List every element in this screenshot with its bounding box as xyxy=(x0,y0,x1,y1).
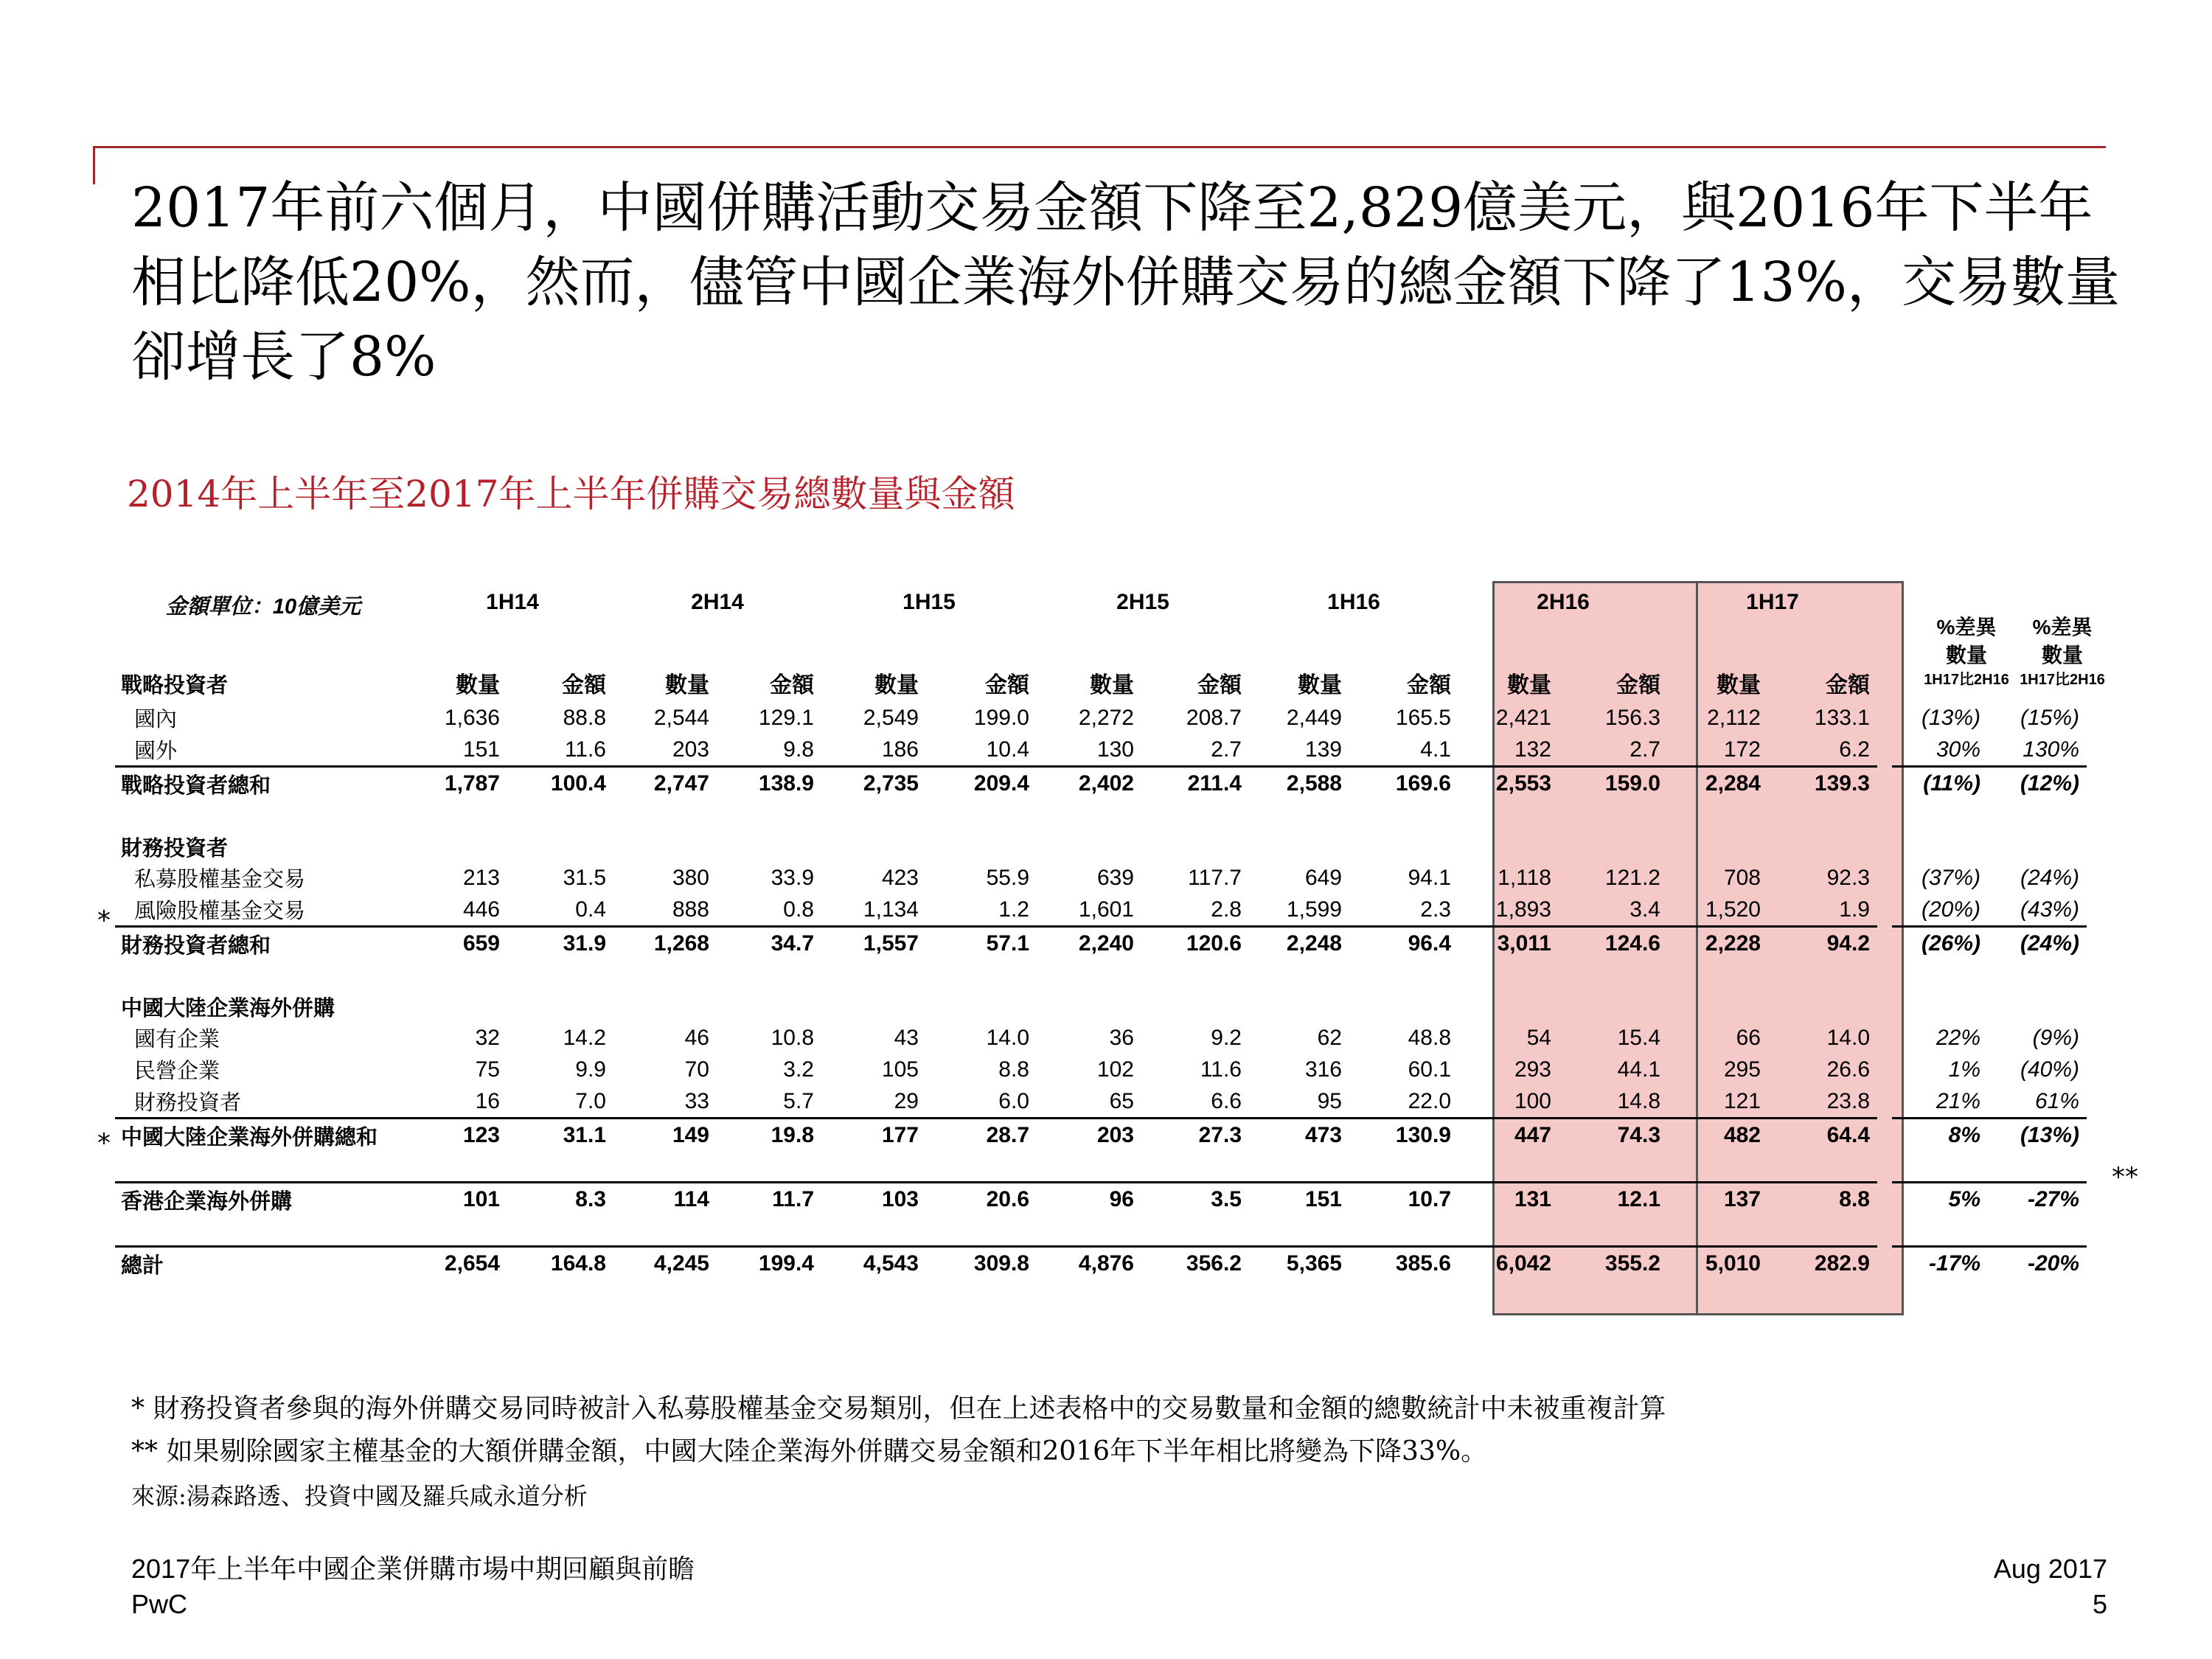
value-cell: 11.6 xyxy=(1200,1057,1242,1082)
row-label: 總計 xyxy=(115,1247,411,1281)
value-cell: 482 xyxy=(1668,1119,1768,1152)
diff-cell-amount: (24%) xyxy=(2020,865,2079,890)
value-cell: 2,588 xyxy=(1249,767,1349,801)
value-cell: 28.7 xyxy=(926,1119,1037,1152)
value-cell: 2,272 xyxy=(1078,705,1134,730)
top-rule-tick xyxy=(93,146,95,184)
value-cell: 101 xyxy=(411,1183,507,1217)
value-cell: 2,544 xyxy=(653,705,709,730)
diff-header-title: %差異 xyxy=(2032,616,2093,639)
period-header: 1H16 xyxy=(1327,590,1380,614)
value-cell: 31.9 xyxy=(507,927,613,961)
value-cell: 199.0 xyxy=(973,705,1029,730)
value-cell: 177 xyxy=(821,1119,926,1152)
deal-table xyxy=(115,581,2087,1280)
value-cell: 10.8 xyxy=(771,1025,814,1050)
amount-header: 金額 xyxy=(1616,673,1660,698)
value-cell: 2,553 xyxy=(1458,767,1559,801)
amount-header: 金額 xyxy=(1407,673,1451,698)
value-cell: 385.6 xyxy=(1349,1247,1458,1281)
amount-header: 金額 xyxy=(562,673,606,698)
value-cell: 213 xyxy=(462,865,500,890)
footnote-marker-total: ** xyxy=(2112,1162,2138,1192)
value-cell: 1,520 xyxy=(1705,897,1761,922)
value-cell: 114 xyxy=(613,1183,717,1217)
value-cell: 2,747 xyxy=(613,767,717,801)
value-cell: 9.9 xyxy=(575,1057,606,1082)
value-cell: 293 xyxy=(1514,1057,1551,1082)
section-spacer xyxy=(115,1152,2087,1183)
value-cell: 186 xyxy=(881,737,919,762)
value-cell: 23.8 xyxy=(1826,1088,1870,1113)
blank-cell xyxy=(411,830,2087,862)
diff-cell-count: 22% xyxy=(1935,1025,1980,1050)
period-header: 1H15 xyxy=(902,590,956,614)
table-row xyxy=(115,1022,2087,1054)
diff-header-subtitle: 數量 xyxy=(2041,644,2083,667)
gap-cell xyxy=(1877,1022,1892,1054)
diff-cell-amount: (13%) xyxy=(1988,1119,2087,1152)
value-cell: 48.8 xyxy=(1408,1025,1451,1050)
value-cell: 139 xyxy=(1304,737,1342,762)
count-header: 數量 xyxy=(665,673,709,698)
table-row xyxy=(115,1085,2087,1119)
diff-cell-count: 8% xyxy=(1892,1119,1988,1152)
spacer-cell xyxy=(115,800,2087,830)
row-label: 中國大陸企業海外併購總和 xyxy=(115,1119,411,1152)
table-subtitle: 2014年上半年至2017年上半年併購交易總數量與金額 xyxy=(127,473,1015,515)
value-cell: 2,228 xyxy=(1668,927,1768,961)
row-label: 私募股權基金交易 xyxy=(134,868,306,891)
gap-cell xyxy=(1877,1183,1892,1217)
diff-header-space xyxy=(1877,647,2087,702)
value-cell: 888 xyxy=(672,897,709,922)
value-cell: 131 xyxy=(1458,1183,1559,1217)
value-cell: 105 xyxy=(881,1057,919,1082)
value-cell: 6.0 xyxy=(998,1088,1029,1113)
top-rule xyxy=(93,146,2106,148)
value-cell: 9.2 xyxy=(1211,1025,1242,1050)
value-cell: 74.3 xyxy=(1559,1119,1668,1152)
value-cell: 3.4 xyxy=(1630,897,1660,922)
table-row xyxy=(115,894,2087,927)
value-cell: 659 xyxy=(411,927,507,961)
value-cell: 65 xyxy=(1109,1088,1134,1113)
value-cell: 169.6 xyxy=(1349,767,1458,801)
section-spacer xyxy=(115,960,2087,990)
value-cell: 151 xyxy=(1249,1183,1349,1217)
count-header: 數量 xyxy=(1717,673,1761,698)
source-note: 來源:湯森路透、投資中國及羅兵咸永道分析 xyxy=(131,1482,588,1510)
hk-row xyxy=(115,1183,2087,1217)
unit-label: 金額單位：10億美元 xyxy=(165,595,361,619)
value-cell: 309.8 xyxy=(926,1247,1037,1281)
value-cell: 11.7 xyxy=(717,1183,821,1217)
value-cell: 356.2 xyxy=(1141,1247,1249,1281)
value-cell: 2.8 xyxy=(1211,897,1242,922)
diff-cell-count: (37%) xyxy=(1921,865,1980,890)
row-label: 民營企業 xyxy=(134,1060,220,1083)
section-title: 中國大陸企業海外併購 xyxy=(121,997,335,1020)
value-cell: 14.2 xyxy=(563,1025,606,1050)
footer-left xyxy=(131,1551,695,1622)
diff-cell-count: (20%) xyxy=(1921,897,1980,922)
value-cell: 209.4 xyxy=(926,767,1037,801)
section-title-row xyxy=(115,990,2087,1022)
value-cell: 5.7 xyxy=(783,1088,814,1113)
footnote-2: ** 如果剔除國家主權基金的大額併購金額，中國大陸企業海外併購交易金額和2016年下半年相比將變為下降33%。 xyxy=(131,1436,1488,1467)
value-cell: 96 xyxy=(1037,1183,1141,1217)
value-cell: 96.4 xyxy=(1349,927,1458,961)
value-cell: 3,011 xyxy=(1458,927,1559,961)
column-header-row xyxy=(115,647,2087,702)
value-cell: 2.3 xyxy=(1420,897,1451,922)
period-header: 1H14 xyxy=(486,590,539,614)
diff-header-note: 1H17比2H16 xyxy=(2020,672,2105,688)
value-cell: 34.7 xyxy=(717,927,821,961)
value-cell: 649 xyxy=(1304,865,1342,890)
value-cell: 2,449 xyxy=(1286,705,1342,730)
footer-report-title: 2017年上半年中國企業併購市場中期回顧與前瞻 xyxy=(131,1554,695,1584)
value-cell: 9.8 xyxy=(783,737,814,762)
value-cell: 14.0 xyxy=(986,1025,1029,1050)
value-cell: 75 xyxy=(475,1057,500,1082)
blank-cell xyxy=(411,990,2087,1022)
value-cell: 36 xyxy=(1109,1025,1134,1050)
value-cell: 447 xyxy=(1458,1119,1559,1152)
value-cell: 62 xyxy=(1317,1025,1342,1050)
value-cell: 1,118 xyxy=(1498,865,1551,890)
value-cell: 44.1 xyxy=(1617,1057,1660,1082)
value-cell: 14.0 xyxy=(1826,1025,1870,1050)
value-cell: 2,549 xyxy=(863,705,919,730)
row-label: 香港企業海外併購 xyxy=(115,1183,411,1217)
value-cell: 129.1 xyxy=(758,705,814,730)
value-cell: 5,365 xyxy=(1249,1247,1349,1281)
footer-page: 5 xyxy=(2092,1589,2107,1619)
count-header: 數量 xyxy=(456,673,500,698)
value-cell: 70 xyxy=(684,1057,709,1082)
value-cell: 94.2 xyxy=(1768,927,1877,961)
spacer-cell xyxy=(115,1152,2087,1183)
value-cell: 15.4 xyxy=(1617,1025,1660,1050)
diff-cell-amount: (40%) xyxy=(2020,1057,2079,1082)
value-cell: 20.6 xyxy=(926,1183,1037,1217)
value-cell: 19.8 xyxy=(717,1119,821,1152)
headline: 2017年前六個月，中國併購活動交易金額下降至2,829億美元，與2016年下半年相比降低20%，然而，儘管中國企業海外併購交易的總金額下降了13%，交易數量卻增長了8% xyxy=(131,176,2120,389)
value-cell: 14.8 xyxy=(1617,1088,1660,1113)
value-cell: 132 xyxy=(1514,737,1551,762)
diff-cell-amount: (43%) xyxy=(2020,897,2079,922)
value-cell: 123 xyxy=(411,1119,507,1152)
deal-table-wrapper xyxy=(115,581,2138,1318)
row-label: 風險股權基金交易 xyxy=(134,900,306,923)
section-title: 戰略投資者 xyxy=(121,674,229,698)
value-cell: 1,787 xyxy=(411,767,507,801)
value-cell: 31.1 xyxy=(507,1119,613,1152)
value-cell: 31.5 xyxy=(563,865,606,890)
diff-cell-count: 5% xyxy=(1892,1183,1988,1217)
row-label: 國外 xyxy=(134,740,178,763)
row-label: 戰略投資者總和 xyxy=(115,767,411,801)
value-cell: 203 xyxy=(1037,1119,1141,1152)
gap-cell xyxy=(1877,1085,1892,1119)
total-row xyxy=(115,927,2087,961)
diff-header-note: 1H17比2H16 xyxy=(1924,672,2009,688)
row-label: 財務投資者 xyxy=(134,1091,242,1115)
value-cell: 117.7 xyxy=(1188,865,1242,890)
count-header: 數量 xyxy=(1507,673,1551,698)
value-cell: 2,421 xyxy=(1495,705,1551,730)
value-cell: 639 xyxy=(1096,865,1134,890)
value-cell: 57.1 xyxy=(926,927,1037,961)
footer-date: Aug 2017 xyxy=(1993,1554,2107,1584)
value-cell: 33 xyxy=(684,1088,709,1113)
value-cell: 88.8 xyxy=(563,705,606,730)
value-cell: 130 xyxy=(1096,737,1134,762)
value-cell: 10.7 xyxy=(1349,1183,1458,1217)
value-cell: 94.1 xyxy=(1408,865,1451,890)
count-header: 數量 xyxy=(1090,673,1134,698)
value-cell: 708 xyxy=(1723,865,1761,890)
footnote-1: * 財務投資者參與的海外併購交易同時被計入私募股權基金交易類別，但在上述表格中的交易數量和金額的總數統計中未被重複計算 xyxy=(131,1394,1666,1424)
value-cell: 4,245 xyxy=(613,1247,717,1281)
value-cell: 1,893 xyxy=(1495,897,1551,922)
gap-cell xyxy=(1877,1054,1892,1085)
value-cell: 121 xyxy=(1723,1088,1761,1113)
footnote-marker-fin: * xyxy=(97,1128,111,1158)
value-cell: 2.7 xyxy=(1211,737,1242,762)
value-cell: 423 xyxy=(881,865,919,890)
value-cell: 32 xyxy=(475,1025,500,1050)
value-cell: 54 xyxy=(1526,1025,1551,1050)
value-cell: 165.5 xyxy=(1395,705,1451,730)
gap-cell xyxy=(1877,734,1892,767)
value-cell: 2,654 xyxy=(411,1247,507,1281)
value-cell: 473 xyxy=(1249,1119,1349,1152)
spacer-cell xyxy=(115,960,2087,990)
diff-cell-count: (11%) xyxy=(1892,767,1988,801)
amount-header: 金額 xyxy=(1826,673,1870,698)
value-cell: 446 xyxy=(462,897,500,922)
value-cell: 295 xyxy=(1723,1057,1761,1082)
section-spacer xyxy=(115,800,2087,830)
value-cell: 11.6 xyxy=(564,737,606,762)
diff-cell-count: 1% xyxy=(1948,1057,1980,1082)
period-header-row xyxy=(115,581,2087,647)
spacer-cell xyxy=(115,1216,2087,1247)
value-cell: 100.4 xyxy=(507,767,613,801)
value-cell: 203 xyxy=(672,737,709,762)
value-cell: 6.2 xyxy=(1839,737,1870,762)
diff-cell-count: 21% xyxy=(1935,1088,1980,1113)
diff-cell-count: (13%) xyxy=(1921,705,1980,730)
diff-cell-amount: -27% xyxy=(1988,1183,2087,1217)
footer-right xyxy=(1994,1551,2107,1622)
value-cell: 121.2 xyxy=(1604,865,1660,890)
value-cell: 355.2 xyxy=(1559,1247,1668,1281)
period-header: 2H14 xyxy=(691,590,744,614)
diff-cell-amount: (9%) xyxy=(2032,1025,2079,1050)
total-row xyxy=(115,1119,2087,1152)
section-title: 財務投資者 xyxy=(121,837,229,860)
value-cell: 2,402 xyxy=(1037,767,1141,801)
value-cell: 1,134 xyxy=(863,897,919,922)
value-cell: 64.4 xyxy=(1768,1119,1877,1152)
value-cell: 55.9 xyxy=(986,865,1029,890)
value-cell: 66 xyxy=(1736,1025,1761,1050)
diff-cell-amount: 130% xyxy=(2023,737,2079,762)
gap-cell xyxy=(1877,927,1892,961)
value-cell: 43 xyxy=(894,1025,919,1050)
value-cell: 60.1 xyxy=(1408,1057,1451,1082)
value-cell: 159.0 xyxy=(1559,767,1668,801)
value-cell: 0.4 xyxy=(575,897,606,922)
value-cell: 46 xyxy=(684,1025,709,1050)
value-cell: 7.0 xyxy=(575,1088,606,1113)
value-cell: 10.4 xyxy=(986,737,1029,762)
diff-cell-count: -17% xyxy=(1892,1247,1988,1281)
diff-cell-amount: (12%) xyxy=(1988,767,2087,801)
value-cell: 92.3 xyxy=(1826,865,1870,890)
value-cell: 138.9 xyxy=(717,767,821,801)
gap-cell xyxy=(1877,862,1892,894)
value-cell: 130.9 xyxy=(1349,1119,1458,1152)
footnotes xyxy=(131,1388,1666,1473)
value-cell: 1.2 xyxy=(998,897,1029,922)
value-cell: 4,876 xyxy=(1037,1247,1141,1281)
value-cell: 95 xyxy=(1317,1088,1342,1113)
diff-header-space xyxy=(1877,581,2087,647)
gap-cell xyxy=(1877,767,1892,801)
value-cell: 26.6 xyxy=(1826,1057,1870,1082)
value-cell: 124.6 xyxy=(1559,927,1668,961)
value-cell: 380 xyxy=(672,865,709,890)
value-cell: 164.8 xyxy=(507,1247,613,1281)
section-spacer xyxy=(115,1216,2087,1247)
diff-header-title: %差異 xyxy=(1936,616,1997,639)
diff-cell-amount: 61% xyxy=(2034,1088,2079,1113)
value-cell: 29 xyxy=(894,1088,919,1113)
count-header: 數量 xyxy=(1298,673,1342,698)
value-cell: 3.5 xyxy=(1141,1183,1249,1217)
value-cell: 137 xyxy=(1668,1183,1768,1217)
value-cell: 27.3 xyxy=(1141,1119,1249,1152)
period-header: 1H17 xyxy=(1746,590,1799,614)
diff-cell-amount: (15%) xyxy=(2020,705,2079,730)
value-cell: 2.7 xyxy=(1630,737,1660,762)
value-cell: 2,240 xyxy=(1037,927,1141,961)
value-cell: 199.4 xyxy=(717,1247,821,1281)
diff-cell-count: (26%) xyxy=(1892,927,1988,961)
value-cell: 2,248 xyxy=(1249,927,1349,961)
period-header: 2H15 xyxy=(1116,590,1169,614)
table-row xyxy=(115,1054,2087,1085)
value-cell: 22.0 xyxy=(1408,1088,1451,1113)
amount-header: 金額 xyxy=(985,673,1029,698)
amount-header: 金額 xyxy=(1197,673,1242,698)
value-cell: 2,735 xyxy=(821,767,926,801)
diff-cell-amount: -20% xyxy=(1988,1247,2087,1281)
gap-cell xyxy=(1877,702,1892,734)
gap-cell xyxy=(1877,1119,1892,1152)
value-cell: 208.7 xyxy=(1186,705,1242,730)
value-cell: 4.1 xyxy=(1420,737,1451,762)
grand-total-row xyxy=(115,1247,2087,1281)
value-cell: 6.6 xyxy=(1211,1088,1242,1113)
value-cell: 1,557 xyxy=(821,927,926,961)
diff-cell-count: 30% xyxy=(1935,737,1980,762)
table-row xyxy=(115,734,2087,767)
table-row xyxy=(115,702,2087,734)
value-cell: 1.9 xyxy=(1839,897,1870,922)
table-row xyxy=(115,862,2087,894)
gap-cell xyxy=(1877,1247,1892,1281)
value-cell: 8.8 xyxy=(998,1057,1029,1082)
value-cell: 102 xyxy=(1096,1057,1134,1082)
value-cell: 211.4 xyxy=(1141,767,1249,801)
value-cell: 0.8 xyxy=(783,897,814,922)
value-cell: 120.6 xyxy=(1141,927,1249,961)
footnote-marker-pe: * xyxy=(97,905,111,936)
value-cell: 133.1 xyxy=(1814,705,1870,730)
value-cell: 5,010 xyxy=(1668,1247,1768,1281)
value-cell: 149 xyxy=(613,1119,717,1152)
value-cell: 316 xyxy=(1304,1057,1342,1082)
value-cell: 2,284 xyxy=(1668,767,1768,801)
value-cell: 1,599 xyxy=(1286,897,1342,922)
value-cell: 1,636 xyxy=(444,705,500,730)
row-label: 國內 xyxy=(134,708,178,731)
count-header: 數量 xyxy=(874,673,919,698)
value-cell: 103 xyxy=(821,1183,926,1217)
section-title-row xyxy=(115,830,2087,862)
value-cell: 282.9 xyxy=(1768,1247,1877,1281)
value-cell: 151 xyxy=(462,737,500,762)
value-cell: 12.1 xyxy=(1559,1183,1668,1217)
value-cell: 6,042 xyxy=(1458,1247,1559,1281)
value-cell: 156.3 xyxy=(1604,705,1660,730)
value-cell: 8.8 xyxy=(1768,1183,1877,1217)
period-header: 2H16 xyxy=(1537,590,1590,614)
value-cell: 100 xyxy=(1514,1088,1551,1113)
footer-company: PwC xyxy=(131,1589,188,1619)
value-cell: 139.3 xyxy=(1768,767,1877,801)
amount-header: 金額 xyxy=(770,673,814,698)
value-cell: 33.9 xyxy=(771,865,814,890)
diff-cell-amount: (24%) xyxy=(1988,927,2087,961)
gap-cell xyxy=(1877,894,1892,927)
value-cell: 2,112 xyxy=(1707,705,1761,730)
value-cell: 1,601 xyxy=(1078,897,1134,922)
value-cell: 16 xyxy=(475,1088,500,1113)
row-label: 財務投資者總和 xyxy=(115,927,411,961)
value-cell: 172 xyxy=(1723,737,1761,762)
value-cell: 3.2 xyxy=(783,1057,814,1082)
row-label: 國有企業 xyxy=(134,1028,220,1051)
value-cell: 1,268 xyxy=(613,927,717,961)
value-cell: 4,543 xyxy=(821,1247,926,1281)
value-cell: 8.3 xyxy=(507,1183,613,1217)
diff-header-subtitle: 數量 xyxy=(1945,644,1987,667)
total-row xyxy=(115,767,2087,801)
